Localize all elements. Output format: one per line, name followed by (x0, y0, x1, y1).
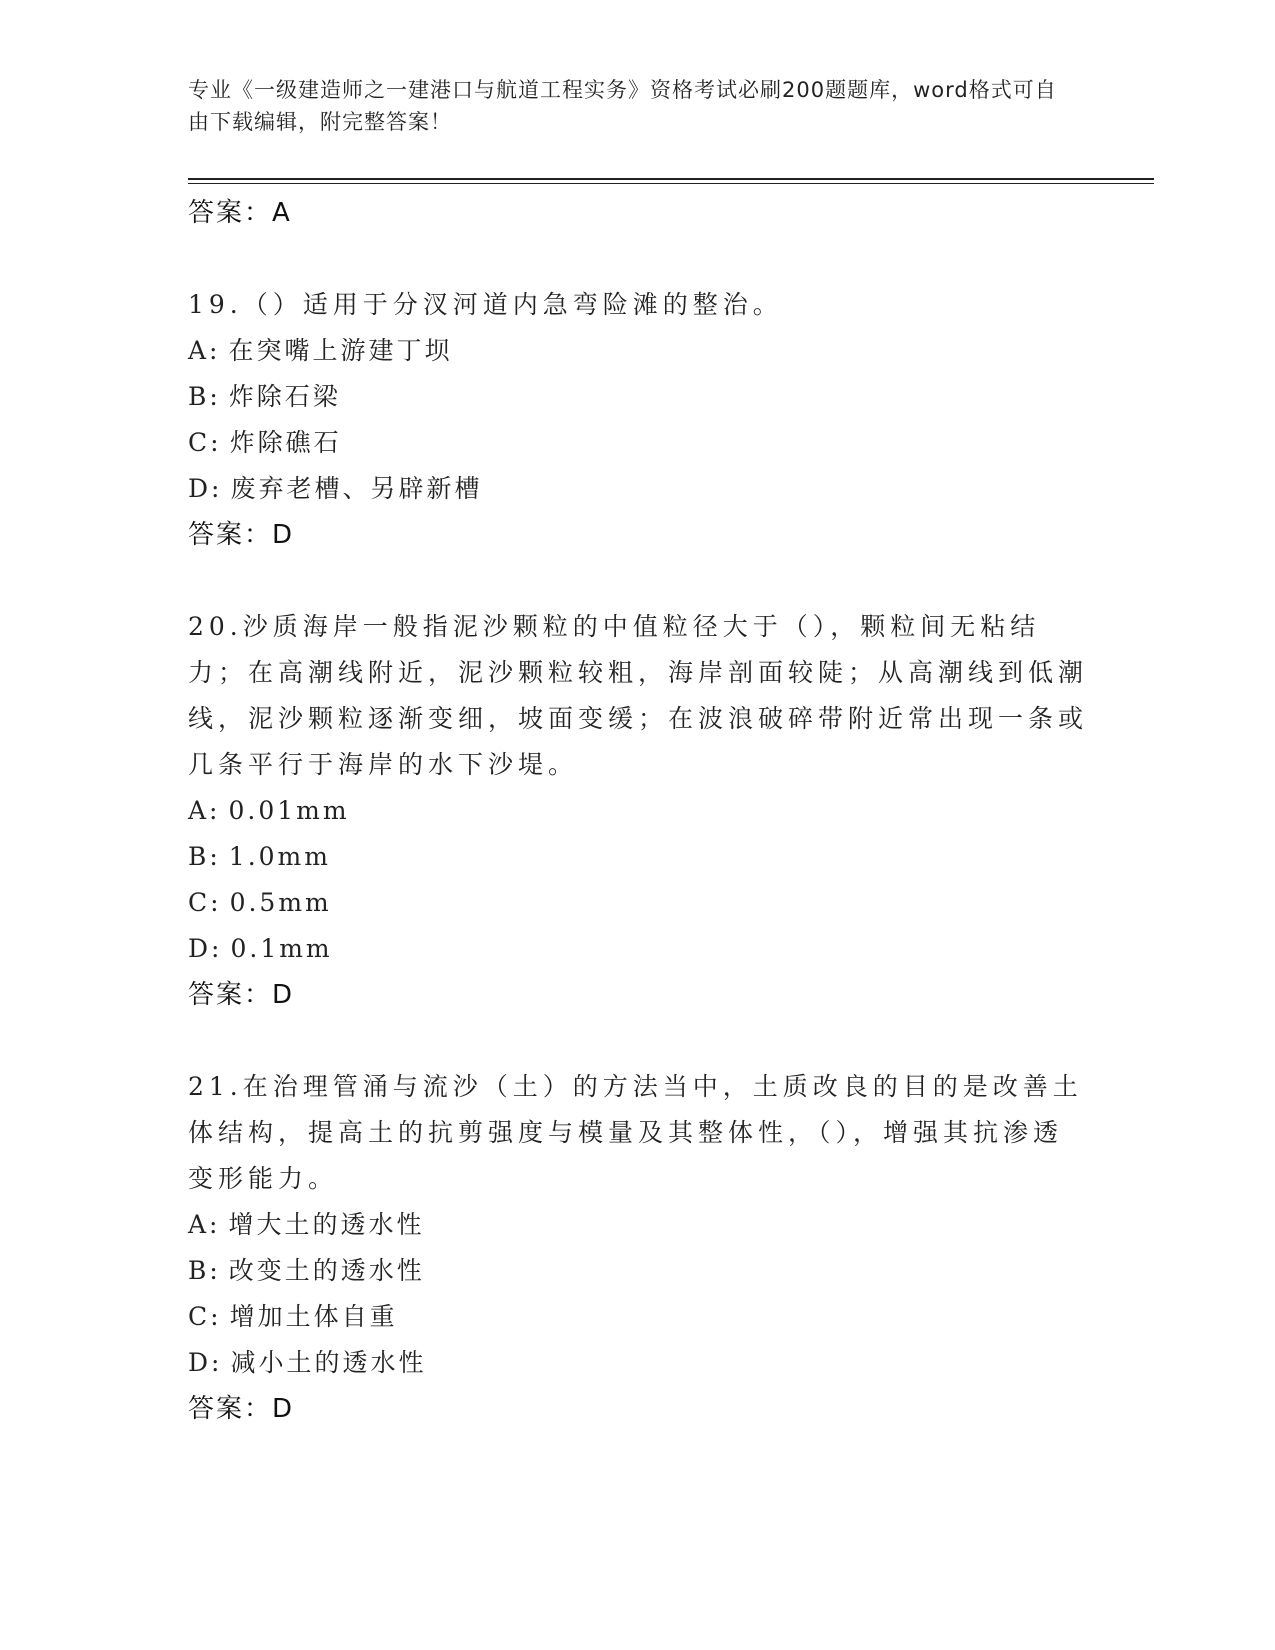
option-label: D: (188, 1348, 223, 1377)
option-text: 0.1mm (230, 934, 333, 963)
option-text: 废弃老槽、另辟新槽 (230, 474, 483, 503)
option-b (188, 374, 1088, 420)
option-label: C: (188, 888, 222, 917)
option-label: A: (188, 336, 221, 365)
option-label: A: (188, 1210, 221, 1239)
option-text: 1.0mm (228, 842, 331, 871)
option-text: 炸除石梁 (228, 382, 341, 411)
option-text: 增大土的透水性 (228, 1210, 425, 1239)
option-label: A: (188, 796, 221, 825)
answer-21: 答案：D (188, 1394, 295, 1424)
option-text: 减小土的透水性 (230, 1348, 427, 1377)
header-rule-thick (188, 178, 1154, 180)
option-text: 0.01mm (228, 796, 350, 825)
question-stem: 19.（）适用于分汊河道内急弯险滩的整治。 (188, 290, 783, 319)
question-21 (188, 1064, 1088, 1432)
option-label: C: (188, 1302, 222, 1331)
spacer (188, 1018, 1088, 1064)
option-label: B: (188, 842, 221, 871)
option-d (188, 466, 1088, 512)
option-text: 0.5mm (229, 888, 332, 917)
option-text: 在突嘴上游建丁坝 (228, 336, 453, 365)
answer-20: 答案：D (188, 980, 295, 1010)
spacer (188, 558, 1088, 604)
option-label: C: (188, 428, 222, 457)
option-b (188, 834, 1088, 880)
option-label: B: (188, 1256, 221, 1285)
option-c (188, 420, 1088, 466)
option-d (188, 1340, 1088, 1386)
document-content (188, 190, 1088, 1432)
question-stem: 20.沙质海岸一般指泥沙颗粒的中值粒径大于（），颗粒间无粘结力；在高潮线附近，泥沙颗粒较粗，海岸剖面较陡；从高潮线到低潮线，泥沙颗粒逐渐变细，坡面变缓；在波浪破碎带附近常出现一条或几条平行于海岸的水下沙堤。 (188, 612, 1089, 779)
option-b (188, 1248, 1088, 1294)
option-text: 改变土的透水性 (228, 1256, 425, 1285)
option-c (188, 880, 1088, 926)
option-a (188, 788, 1088, 834)
option-label: B: (188, 382, 221, 411)
option-a (188, 1202, 1088, 1248)
option-label: D: (188, 934, 223, 963)
spacer (188, 236, 1088, 282)
answer-18: 答案：A (188, 198, 292, 228)
option-text: 增加土体自重 (229, 1302, 398, 1331)
answer-19: 答案：D (188, 520, 295, 550)
option-a (188, 328, 1088, 374)
option-label: D: (188, 474, 223, 503)
option-d (188, 926, 1088, 972)
question-stem: 21.在治理管涌与流沙（土）的方法当中，土质改良的目的是改善土体结构，提高土的抗剪强度与模量及其整体性，（），增强其抗渗透变形能力。 (188, 1072, 1083, 1193)
document-header: 专业《一级建造师之一建港口与航道工程实务》资格考试必刷200题题库，word格式可自由下载编辑，附完整答案！ (188, 78, 1057, 134)
option-text: 炸除礁石 (229, 428, 342, 457)
question-19 (188, 282, 1088, 558)
option-c (188, 1294, 1088, 1340)
header-rule-thin (188, 183, 1154, 184)
question-20 (188, 604, 1088, 1018)
